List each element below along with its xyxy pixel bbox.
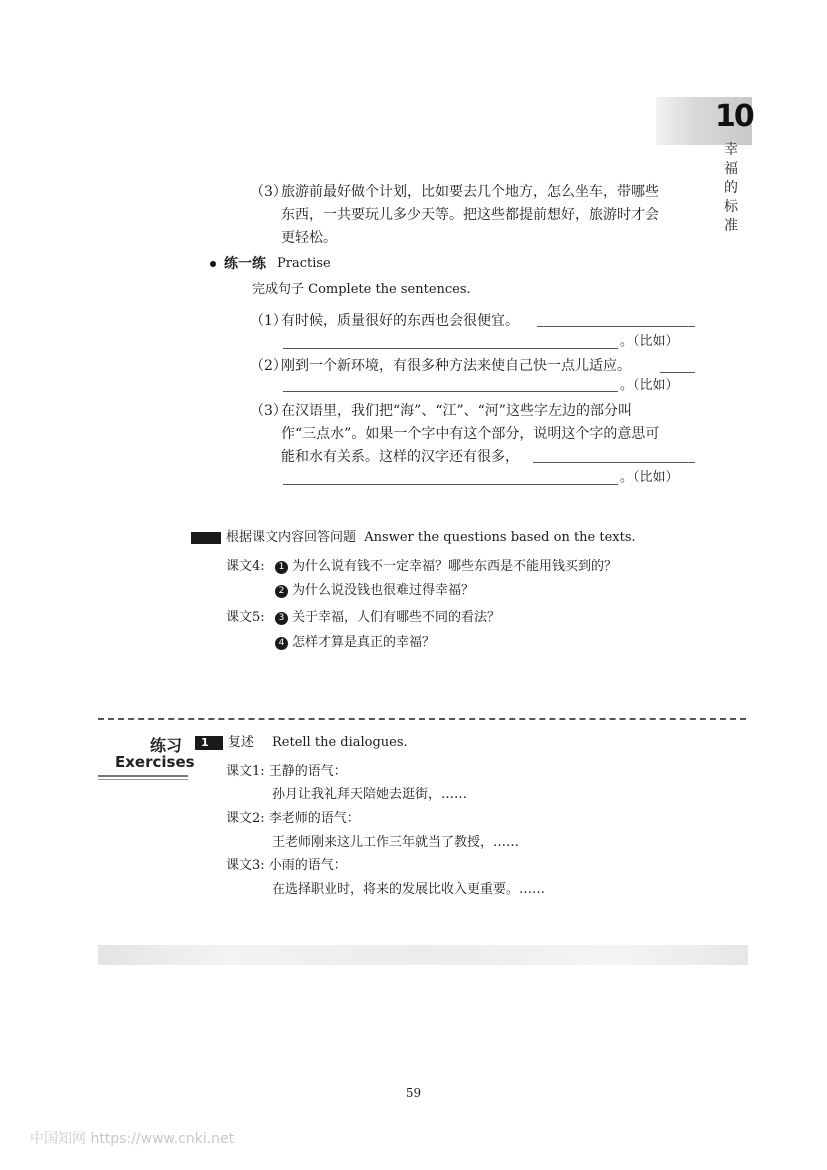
number-3-icon: 3 — [275, 612, 288, 625]
sentence2-text: 刚到一个新环境，有很多种方法来使自己快一点儿适应。 — [281, 358, 631, 374]
exercises-title-en: Exercises — [115, 753, 195, 771]
number-2-icon: 2 — [275, 585, 288, 598]
sentence1-blank-1 — [537, 326, 695, 327]
sentence3-tail: 。（比如） — [620, 470, 679, 485]
item3-line-2: 东西，一共要玩儿多少天等。把这些都提前想好，旅游时才会 — [281, 207, 659, 223]
exercise1-heading-cn: 复述 — [228, 735, 255, 750]
sentence2-blank-2 — [283, 391, 618, 392]
sentence3-blank-2 — [283, 484, 618, 485]
sentence3-label: （3） — [250, 403, 287, 419]
item3-line-3: 更轻松。 — [281, 230, 337, 246]
retell-text2-content: 王老师刚来这儿工作三年就当了教授，…… — [272, 835, 520, 850]
practise-heading-cn: 练一练 — [224, 256, 266, 272]
question-4 — [275, 634, 435, 652]
sentence2-tail: 。（比如） — [620, 378, 679, 393]
sentence3-line-2: 作“三点水”。如果一个字中有这个部分，说明这个字的意思可 — [281, 426, 660, 442]
chapter-title: 幸福的标准 — [724, 142, 738, 234]
practise-instruction: 完成句子 Complete the sentences. — [252, 282, 471, 297]
sentence3-line-1: 在汉语里，我们把“海”、“江”、“河”这些字左边的部分叫 — [281, 403, 632, 419]
item3-line-1: 旅游前最好做个计划，比如要去几个地方，怎么坐车，带哪些 — [281, 184, 659, 200]
sentence2-label: （2） — [250, 358, 287, 374]
item3-label: （3） — [250, 184, 287, 200]
sentence3-blank-1 — [533, 462, 695, 463]
question-2-text: 为什么说没钱也很难过得幸福？ — [292, 583, 475, 598]
sentence1-text: 有时候，质量很好的东西也会很便宜。 — [281, 313, 519, 329]
question-1 — [275, 558, 617, 576]
page-number: 59 — [405, 1086, 422, 1100]
retell-text1-label: 课文1: 王静的语气： — [226, 764, 347, 779]
practise-heading-en: Practise — [277, 256, 331, 271]
number-4-icon: 4 — [275, 637, 288, 650]
text4-label: 课文4: — [226, 559, 265, 574]
exercises-title-cn: 练习 — [150, 736, 183, 755]
scan-artifact-band — [98, 945, 748, 965]
question-4-text: 怎样才算是真正的幸福？ — [292, 635, 436, 650]
question-3 — [275, 609, 500, 627]
question-3-text: 关于幸福，人们有哪些不同的看法？ — [292, 610, 501, 625]
number-1-icon: 1 — [275, 561, 288, 574]
retell-text3-content: 在选择职业时，将来的发展比收入更重要。…… — [272, 882, 546, 897]
retell-text1-content: 孙月让我礼拜天陪她去逛街，…… — [272, 787, 468, 802]
sentence1-blank-2 — [283, 348, 618, 349]
sentence2-blank-1 — [660, 372, 695, 373]
exercise-number-badge: 1 — [195, 736, 223, 750]
question-2 — [275, 582, 474, 600]
text5-label: 课文5: — [226, 610, 265, 625]
questions-heading: 根据课文内容回答问题 Answer the questions based on the texts. — [226, 530, 636, 545]
sentence1-label: （1） — [250, 313, 287, 329]
chapter-number: 10 — [715, 99, 753, 134]
question-1-text: 为什么说有钱不一定幸福？哪些东西是不能用钱买到的？ — [292, 559, 618, 574]
exercises-rule-thin — [98, 779, 188, 780]
sentence1-tail: 。（比如） — [620, 334, 679, 349]
section-marker — [191, 532, 221, 544]
footer-watermark: 中国知网 https://www.cnki.net — [30, 1131, 235, 1147]
sentence3-line-3: 能和水有关系。这样的汉字还有很多， — [281, 449, 519, 465]
exercises-rule — [98, 775, 188, 777]
exercise1-heading-en: Retell the dialogues. — [272, 735, 408, 750]
retell-text3-label: 课文3: 小雨的语气： — [226, 858, 347, 873]
dashed-divider — [98, 718, 746, 720]
retell-text2-label: 课文2: 李老师的语气： — [226, 811, 360, 826]
bullet-icon — [210, 261, 216, 267]
